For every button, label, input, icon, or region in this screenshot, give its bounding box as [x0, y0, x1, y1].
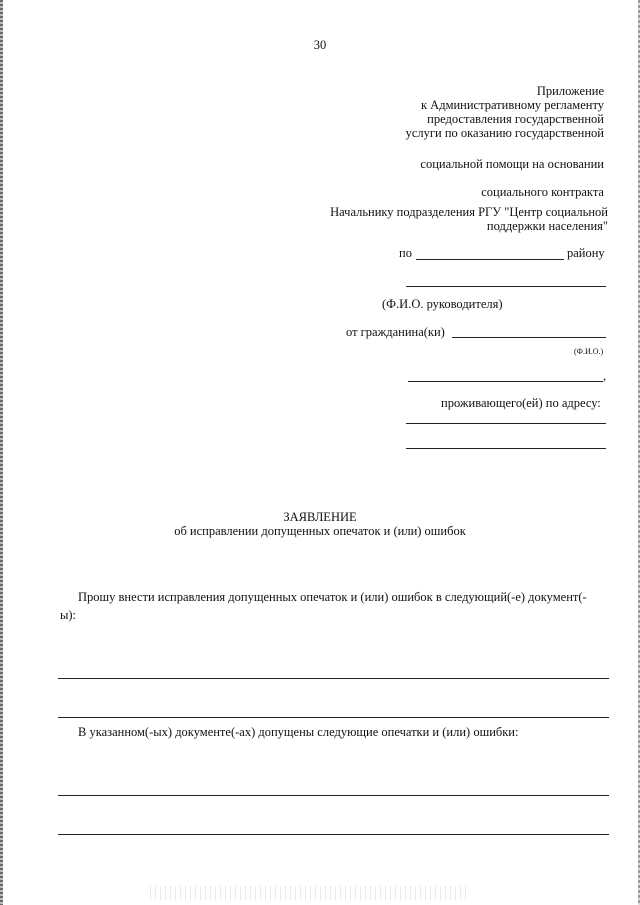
- comma: ,: [603, 369, 607, 383]
- documents-field-1[interactable]: [58, 678, 609, 679]
- address-field-2[interactable]: [406, 448, 606, 449]
- district-prefix: по: [399, 246, 412, 260]
- address-label: проживающего(ей) по адресу:: [441, 396, 601, 410]
- district-field[interactable]: [416, 259, 564, 260]
- appendix-line-1: Приложение: [536, 84, 604, 98]
- from-label: от гражданина(ки): [346, 325, 445, 339]
- appendix-line-5: социальной помощи на основании: [420, 157, 604, 171]
- request-text-line-1: Прошу внести исправления допущенных опечаток и (или) ошибок в следующий(-е) документ(-: [78, 590, 587, 604]
- errors-text: В указанном(-ых) документе(-ах) допущены следующие опечатки и (или) ошибки:: [78, 725, 519, 739]
- statement-title: ЗАЯВЛЕНИЕ: [283, 510, 357, 524]
- addressee-line-2: поддержки населения": [486, 219, 608, 233]
- district-suffix: району: [567, 246, 605, 260]
- scan-edge-left: [0, 0, 3, 905]
- appendix-line-2: к Административному регламенту: [420, 98, 604, 112]
- statement-subtitle: об исправлении допущенных опечаток и (или) ошибок: [174, 524, 466, 538]
- scan-noise: [150, 886, 470, 900]
- head-name-label: (Ф.И.О. руководителя): [382, 297, 503, 311]
- head-name-field[interactable]: [406, 286, 606, 287]
- documents-field-2[interactable]: [58, 717, 609, 718]
- applicant-name-field-2[interactable]: [408, 381, 603, 382]
- request-text-line-2: ы):: [60, 608, 77, 622]
- addressee-line-1: Начальнику подразделения РГУ "Центр социальной: [330, 205, 608, 219]
- errors-field-1[interactable]: [58, 795, 609, 796]
- page-number: 30: [313, 38, 327, 52]
- address-field-1[interactable]: [406, 423, 606, 424]
- fio-caption: (Ф.И.О.): [574, 347, 604, 356]
- appendix-line-3: предоставления государственной: [427, 112, 604, 126]
- applicant-name-field[interactable]: [452, 337, 606, 338]
- appendix-line-4: услуги по оказанию государственной: [405, 126, 604, 140]
- appendix-line-6: социального контракта: [481, 185, 604, 199]
- errors-field-2[interactable]: [58, 834, 609, 835]
